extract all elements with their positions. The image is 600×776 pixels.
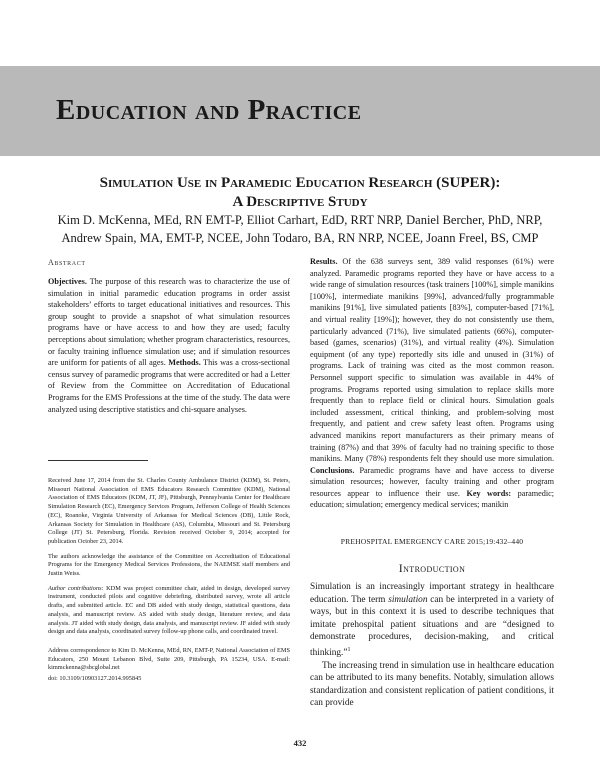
results-text: Of the 638 surveys sent, 389 valid responses (61%) were analyzed. Paramedic programs reported they have or have access to a wide range of simulation resources (task trainers [100%], simple manikins [100%], intermediate manikins [99%], advanced/fully programmable manikins [91%], live simulated patients [83%], computer-based [71%], and virtual reality [19%]); however, they do not consistently use them, particularly advanced (71%), live simulated patients (66%), computer-based (games, scenarios) (31%), and virtual reality (4%). Simulation equipment (of any type) reportedly sits idle and unused in (31%) of programs. Lack of training was cited as the most common reason. Personnel support specific to simulation was available in 44% of programs. Programs reported using simulation to replace skills more frequently than to replace field or clinical hours. Simulation goals included assessment, critical thinking, and problem-solving most frequently, and patient and crew safety least often. Programs using advanced manikins report manufacturers as their primary means of training (87%) and that 39% of faculty had no training specific to those manikins. Many (78%) respondents felt they should use more simulation. [310, 257, 554, 464]
article-title-line2: A Descriptive Study [232, 194, 368, 210]
methods-text: This was a cross-sectional census survey of paramedic programs that were accredited or had a Letter of Review from the Committee on Accreditation of Educational Programs for the EMS Professions at the time of the study. The data were analyzed using descriptive statistics and chi-square analyses. [48, 358, 291, 414]
contributions-note [48, 585, 290, 637]
correspondence-note: Address correspondence to Kim D. McKenna, MEd, RN, EMT-P, National Association of EMS Educators, 250 Mount Lebanon Blvd, Suite 209, Pittsburgh, PA 15234, USA. E-mail: kimmckenna@sbcglobal.net [48, 646, 290, 672]
results-label: Results. [310, 257, 338, 266]
article-title-line1: Simulation Use in Paramedic Education Research (SUPER): [99, 175, 501, 191]
abstract-label: Abstract [48, 258, 86, 267]
footnotes [48, 477, 290, 690]
abstract-column-left [48, 276, 290, 415]
methods-label: Methods. [168, 358, 201, 368]
intro-p1-end: can be interpreted in a variety of ways, but in this context it is used to describe techniques that imitate prehospital patient situations and are “designed to demonstrate procedures, decision-making, and critical thinking.” [310, 594, 554, 659]
reference-marker[interactable]: 1 [347, 646, 351, 653]
introduction-heading: Introduction [398, 561, 466, 575]
acknowledgment-note: The authors acknowledge the assistance of the Committee on Accreditation of Educational Programs for the Emergency Medical Services Professions, the NAEMSE staff members and Justin Weiss. [48, 552, 290, 578]
objectives-label: Objectives. [48, 277, 87, 286]
footnote-divider [48, 460, 148, 461]
author-list [30, 211, 570, 247]
introduction-paragraph-2: The increasing trend in simulation use in healthcare education can be attributed to its many benefits. Notably, simulation allows standardization and consistent replication of patient conditions, it can provide [310, 660, 554, 709]
contributions-text: KDM was project committee chair, aided in design, developed survey instrument, conducted pilots and cognitive debriefing, distributed survey, wrote all article drafts, and submitted article. EC and DB aided with study design, statistical questions, data analysis, and manuscript review. AS aided with study design, literature review, and data analysis. JT aided with study design, data analysis, and manuscript review. JF aided with study design and data analysis, coordinated survey follow-up phone calls, and coordinated travel. [48, 584, 290, 636]
keywords-text: paramedic; education; simulation; emergency medical services; manikin [310, 488, 555, 510]
objectives-text: The purpose of this research was to characterize the use of simulation in initial paramedic education programs in order assist stakeholders’ efforts to target educational initiatives and resources. This group sought to provide a snapshot of what simulation resources programs have or have access to and how they are used; faculty perceptions about simulation; whether program characteristics, resources, or faculty training influence simulation use; and if simulation resources are uniform for patients of all ages. [48, 277, 290, 368]
authors-line1: Kim D. McKenna, MEd, RN EMT-P, Elliot Carhart, EdD, RRT NRP, Daniel Bercher, PhD, NRP, [57, 213, 543, 227]
article-title [30, 174, 570, 212]
authors-line2: Andrew Spain, MA, EMT-P, NCEE, John Todaro, BA, RN NRP, NCEE, Joann Freel, BS, CMP [61, 231, 539, 245]
abstract-column-right [310, 256, 554, 511]
abstract-results-conclusions [310, 256, 554, 511]
conclusions-text: Paramedic programs have and have access to diverse simulation resources; however, faculty training and other program resources appear to influence their use. [310, 465, 554, 498]
intro-term: simulation [388, 594, 428, 605]
conclusions-label: Conclusions. [310, 465, 355, 475]
introduction-body [310, 581, 554, 710]
doi: doi: 10.3109/10903127.2014.995845 [48, 675, 142, 683]
section-heading: Education and Practice [56, 94, 362, 126]
journal-citation: PREHOSPITAL EMERGENCY CARE 2015;19:432–440 [340, 537, 524, 546]
page-number: 432 [293, 738, 307, 748]
intro-p1-start: Simulation is an increasingly important strategy in healthcare education. The term [310, 582, 554, 605]
introduction-paragraph-1 [310, 581, 554, 660]
contributions-label: Author contributions: [48, 584, 104, 592]
received-note: Received June 17, 2014 from the St. Charles County Ambulance District (KDM), St. Peters, Missouri National Association of EMS Educators Research Committee (KDM), National Association of EMS Educators (KDM, JT, JF), Pittsburgh, Pennsylvania Center for Healthcare Simulation Research (EC), Emergency Services Program, Jefferson College of Health Sciences (EC), Roanoke, Virginia University of Arkansas for Medical Sciences (DB), Little Rock, Arkansas Society for Simulation in Healthcare (AS), Columbia, Missouri and St. Petersburg College (JT) St. Petersburg, Florida. Revision received October 9, 2014; accepted for publication October 23, 2014. [48, 477, 290, 545]
keywords-label: Key words: [466, 488, 512, 498]
abstract-objectives-methods [48, 276, 290, 415]
